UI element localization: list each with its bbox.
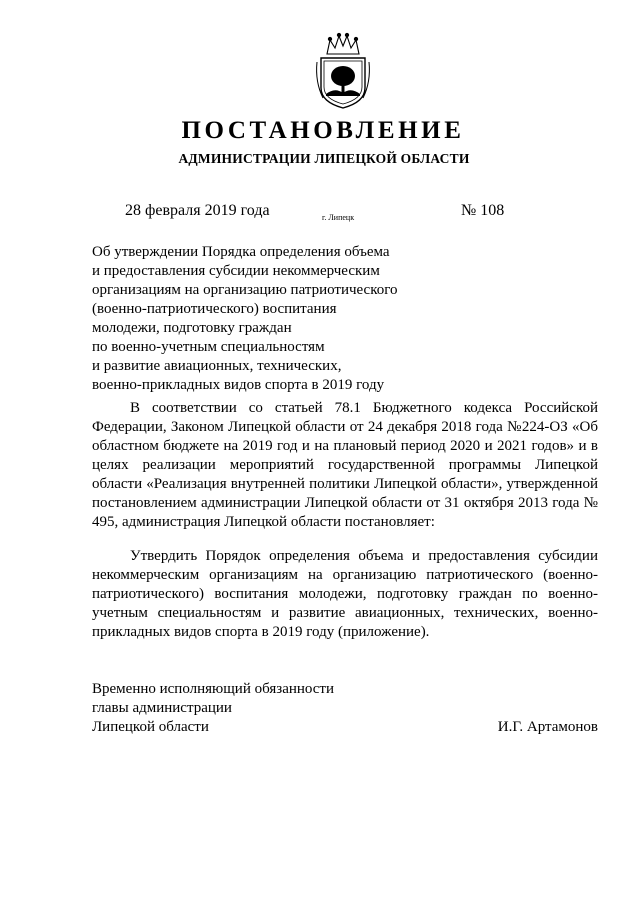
document-date: 28 февраля 2019 года [125,202,270,219]
signer-position [92,680,334,737]
signer-position-line: Липецкой области [92,719,209,735]
preamble-paragraph: В соответствии со статьей 78.1 Бюджетного кодекса Российской Федерации, Законом Липецкой области от 24 декабря 2018 года №224-ОЗ «Об областном бюджете на 2019 год и на плановый период 2020 и 2021 годов» и в целях реализации мероприятий государственной программы Липецкой области «Реализация внутренней политики Липецкой области», утвержденной постановлением администрации Липецкой области от 31 октября 2013 года № 495, администрация Липецкой области постановляет: [92,400,598,530]
issuer-subtitle: АДМИНИСТРАЦИИ ЛИПЕЦКОЙ ОБЛАСТИ [178,151,470,166]
document-number: № 108 [461,202,505,219]
document-title: ПОСТАНОВЛЕНИЕ [181,117,465,144]
subject-line: молодежи, подготовку граждан [92,320,292,336]
signer-name: И.Г. Артамонов [497,719,598,735]
subject-line: Об утверждении Порядка определения объема [92,244,390,260]
subject-line: по военно-учетным специальностям [92,339,325,355]
subject-line: (военно-патриотического) воспитания [92,301,337,317]
signer-position-line: Временно исполняющий обязанности [92,681,335,697]
subject-line: и предоставления субсидии некоммерческим [92,263,380,279]
subject-line: и развитие авиационных, технических, [92,358,342,374]
coat-of-arms-icon [313,32,373,112]
signer-position-line: главы администрации [92,700,232,716]
resolution-paragraph: Утвердить Порядок определения объема и предоставления субсидии некоммерческим организациям на организацию патриотического (военно-патриотического) воспитания молодежи, подготовку граждан по военно-учетным специальностям и развитие авиационных, технических, военно-прикладных видов спорта в 2019 году (приложение). [92,548,598,640]
subject-line: военно-прикладных видов спорта в 2019 году [92,377,385,393]
document-subject [92,243,422,395]
subject-line: организациям на организацию патриотического [92,282,398,298]
document-city: г. Липецк [322,213,355,222]
